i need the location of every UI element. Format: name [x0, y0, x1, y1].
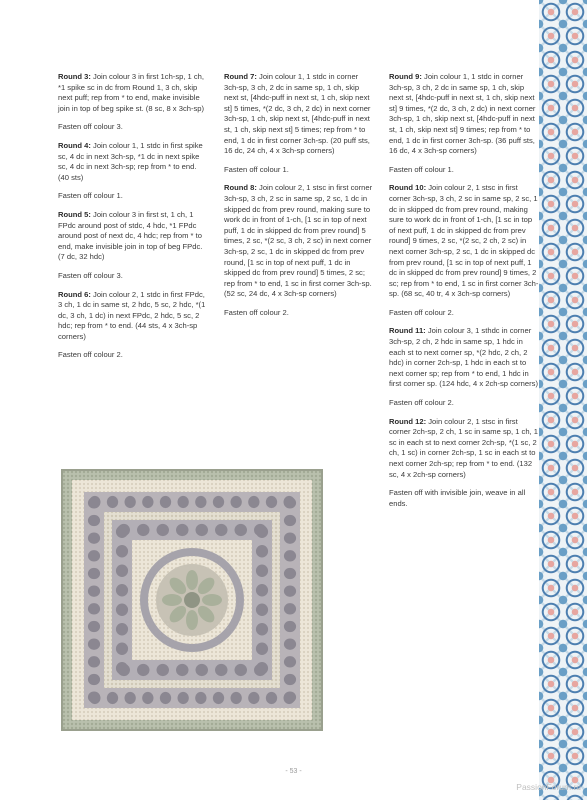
fasten-off-note: [389, 488, 539, 509]
puff-stitch: [88, 603, 100, 614]
puff-stitch: [88, 515, 100, 526]
puff-stitch: [215, 524, 227, 536]
puff-stitch: [88, 533, 100, 544]
instruction-text: Join colour 3 in first st, 1 ch, 1 FPdc around post of stdc, 4 hdc, *1 FPdc around post of next dc, 4 hdc; rep from * to end, make invisible join in top of beg FPdc. (7 dc, 32 hdc): [58, 209, 203, 262]
fasten-off-note: [58, 271, 208, 282]
instruction-text: Join colour 2, 1 stdc in first FPdc, 3 ch, 1 dc in same st, 2 hdc, 5 sc, 2 hdc, *(1 dc, 3 ch, 1 dc) in next FPdc, 2 hdc, 5 sc, 2 hdc; rep from * to end. (44 sts, 4 x 3ch-sp corners): [58, 289, 206, 341]
instruction-text: Join colour 2, 1 stsc in first corner 3ch-sp, 3 ch, 2 sc in same sp, 2 sc, 1 dc in skipped dc from prev round, making sure to work dc in front of 1-ch, [1 sc in top of next puff, 1 dc in skipped dc from prev round] 5 times, 2 sc, *(2 sc, 3 ch, 2 sc) in next corner 3ch-sp, 2 sc, 1 dc in skipped dc from prev round, [1 sc in top of next puff, 1 dc in skipped dc from prev round] 5 times, 2 sc; rep from * to end, 1 sc in first corner 3ch-sp. (52 sc, 24 dc, 4 x 3ch-sp corners): [224, 183, 373, 299]
puff-stitch: [142, 692, 153, 704]
puff-stitch: [176, 524, 188, 536]
puff-stitch: [137, 664, 149, 676]
puff-stitch: [235, 524, 247, 536]
instruction-text: Join colour 1, 1 stdc in first spike sc, 4 dc in next 3ch-sp, *1 dc in next spike sc, 4 dc in next 3ch-sp; rep from * to end. (40 sts): [58, 140, 203, 182]
round-instruction: [58, 72, 208, 114]
puff-stitch: [176, 664, 188, 676]
fasten-off-note: [224, 308, 374, 319]
instruction-text: Join colour 1, 1 stdc in corner 3ch-sp, 3 ch, 2 dc in same sp, 1 ch, skip next st, [4hdc-puff in next st, 1 ch, skip next st] 9 times, *(2 dc, 3 ch, 2 dc) in next corner 3ch-sp, 1 ch, skip next st, [4hdc-puff in next st, 1 ch, skip next st] 9 times; rep from * to end, 1 dc in first corner 3ch-sp. (36 puff sts, 16 dc, 4 x 3ch-sp corners): [389, 72, 536, 156]
round-instruction: [224, 183, 374, 300]
instruction-text: Fasten off colour 1.: [389, 164, 454, 174]
puff-stitch: [116, 545, 128, 557]
round-instruction: [224, 72, 374, 157]
puff-stitch: [88, 586, 100, 597]
puff-stitch: [284, 621, 296, 632]
puff-stitch: [256, 662, 268, 674]
fasten-off-note: [58, 350, 208, 361]
puff-stitch: [116, 604, 128, 616]
puff-stitch: [266, 692, 277, 704]
round-title: Round 12:: [389, 416, 427, 426]
round-title: Round 7:: [224, 72, 257, 81]
instruction-text: Fasten off with invisible join, weave in all ends.: [389, 488, 526, 508]
round-instruction: [58, 290, 208, 343]
round-title: Round 10:: [389, 183, 427, 193]
round-title: Round 9:: [389, 72, 422, 81]
fasten-off-note: [389, 308, 539, 319]
instructions-column-2: [224, 72, 374, 326]
puff-stitch: [256, 584, 268, 596]
puff-stitch: [254, 524, 266, 536]
fasten-off-note: [224, 165, 374, 176]
puff-stitch: [107, 496, 118, 508]
round-instruction: [389, 72, 539, 157]
puff-stitch: [284, 568, 296, 579]
puff-stitch: [88, 497, 100, 508]
puff-stitch: [88, 621, 100, 632]
puff-stitch: [88, 656, 100, 667]
center-petal: [202, 594, 222, 606]
round-instruction: [389, 183, 539, 300]
puff-stitch: [196, 664, 208, 676]
instructions-column-1: [58, 72, 208, 369]
puff-stitch: [196, 524, 208, 536]
instruction-text: Join colour 1, 1 stdc in corner 3ch-sp, 3 ch, 2 dc in same sp, 1 ch, skip next st, [4hdc-puff in next st, 1 ch, skip next st] 5 times, *(2 dc, 3 ch, 2 dc) in next corner 3ch-sp, 1 ch, skip next st, [4hdc-puff in next st, 1 ch, skip next st] 5 times; rep from * to end, 1 dc in first corner 3ch-sp. (20 puff sts, 16 dc, 24 ch, 4 x 3ch-sp corners): [224, 72, 371, 156]
puff-stitch: [178, 692, 189, 704]
puff-stitch: [215, 664, 227, 676]
puff-stitch: [116, 623, 128, 635]
instruction-text: Fasten off colour 2.: [389, 398, 454, 408]
page-number: - 53 -: [285, 768, 302, 775]
instruction-text: Join colour 3, 1 sthdc in corner 3ch-sp, 2 ch, 2 hdc in same sp, 1 hdc in each st to next corner sp, *(2 hdc, 2 ch, 2 hdc) in corner 2ch-sp, 1 hdc in each st to next corner sp; rep from * to end, 1 hdc in first corner sp. (124 hdc, 4 x 2ch-sp corners): [389, 326, 538, 389]
puff-stitch: [116, 584, 128, 596]
puff-stitch: [116, 565, 128, 577]
round-instruction: [58, 210, 208, 263]
puff-stitch: [160, 692, 171, 704]
instruction-text: Fasten off colour 3.: [58, 122, 123, 132]
round-title: Round 5:: [58, 209, 91, 219]
crochet-square-photo: [58, 466, 326, 734]
puff-stitch: [178, 496, 189, 508]
puff-stitch: [195, 496, 206, 508]
puff-stitch: [88, 674, 100, 685]
fasten-off-note: [58, 122, 208, 133]
puff-stitch: [248, 692, 259, 704]
round-title: Round 8:: [224, 183, 257, 193]
round-title: Round 11:: [389, 326, 426, 336]
instruction-text: Fasten off colour 1.: [58, 191, 123, 201]
puff-stitch: [88, 550, 100, 561]
round-title: Round 6:: [58, 289, 91, 299]
puff-stitch: [88, 692, 100, 703]
puff-stitch: [160, 496, 171, 508]
round-instruction: [58, 141, 208, 183]
round-title: Round 3:: [58, 72, 91, 81]
instruction-text: Fasten off colour 2.: [224, 307, 289, 317]
puff-stitch: [284, 674, 296, 685]
puff-stitch: [284, 656, 296, 667]
puff-stitch: [137, 524, 149, 536]
round-instruction: [389, 326, 539, 390]
puff-stitch: [256, 623, 268, 635]
round-title: Round 4:: [58, 140, 91, 150]
round-instruction: [389, 417, 539, 481]
instruction-text: Fasten off colour 3.: [58, 270, 123, 280]
puff-stitch: [116, 526, 128, 538]
puff-stitch: [231, 692, 242, 704]
puff-stitch: [256, 643, 268, 655]
watermark: PassionForum.ru: [516, 782, 581, 792]
puff-stitch: [125, 496, 136, 508]
puff-stitch: [88, 568, 100, 579]
puff-stitch: [284, 550, 296, 561]
center-petal: [162, 594, 182, 606]
instruction-text: Join colour 2, 1 stsc in first corner 2ch-sp, 2 ch, 1 sc in same sp, 1 ch, 1 sc in each st to next corner 2ch-sp, *(1 sc, 2 ch, 1 sc) in corner 2ch-sp, 1 sc in each st to next corner 2ch-sp; rep from * to end. (132 sc, 4 x 2ch-sp corners): [389, 416, 538, 479]
puff-stitch: [284, 515, 296, 526]
instruction-text: Join colour 2, 1 stsc in first corner 3ch-sp, 3 ch, 2 sc in same sp, 2 sc, 1 dc in skipped dc from prev round, making sure to work dc in front of 1-ch, [1 sc in top of next puff, 1 dc in skipped dc from prev round] 9 times, 2 sc, *(2 sc, 2 ch, 2 sc) in next corner 3ch-sp, 2 sc, 1 dc in skipped dc from prev round, [1 sc in top of next puff, 1 dc in skipped dc from prev round] 9 times, 2 sc; rep from * to end, 1 sc in first corner 3ch-sp. (68 sc, 40 tr, 4 x 3ch-sp corners): [389, 183, 539, 299]
puff-stitch: [157, 664, 169, 676]
puff-stitch: [116, 662, 128, 674]
puff-stitch: [284, 496, 295, 508]
instruction-text: Fasten off colour 2.: [389, 307, 454, 317]
puff-stitch: [116, 643, 128, 655]
center-petal: [186, 570, 198, 590]
puff-stitch: [107, 692, 118, 704]
fasten-off-note: [389, 398, 539, 409]
instructions-column-3: [389, 72, 539, 517]
instruction-text: Fasten off colour 2.: [58, 350, 123, 360]
instruction-text: Join colour 3 in first 1ch-sp, 1 ch, *1 spike sc in dc from Round 1, 3 ch, skip next puff; rep from * to end, make invisible join in top of beg spike st. (8 sc, 8 x 3ch-sp): [58, 72, 205, 113]
puff-stitch: [256, 565, 268, 577]
puff-stitch: [248, 496, 259, 508]
puff-stitch: [284, 692, 296, 703]
fasten-off-note: [389, 165, 539, 176]
puff-stitch: [88, 639, 100, 650]
puff-stitch: [256, 604, 268, 616]
puff-stitch: [284, 639, 296, 650]
puff-stitch: [125, 692, 136, 704]
puff-stitch: [213, 496, 224, 508]
puff-stitch: [284, 586, 296, 597]
puff-stitch: [142, 496, 153, 508]
puff-stitch: [235, 664, 247, 676]
puff-stitch: [231, 496, 242, 508]
fasten-off-note: [58, 191, 208, 202]
puff-stitch: [195, 692, 206, 704]
puff-stitch: [284, 603, 296, 614]
decorative-tile-border: [539, 0, 587, 800]
instruction-text: Fasten off colour 1.: [224, 164, 289, 174]
puff-stitch: [157, 524, 169, 536]
puff-stitch: [213, 692, 224, 704]
puff-stitch: [256, 545, 268, 557]
center-petal: [186, 610, 198, 630]
puff-stitch: [266, 496, 277, 508]
puff-stitch: [284, 533, 296, 544]
